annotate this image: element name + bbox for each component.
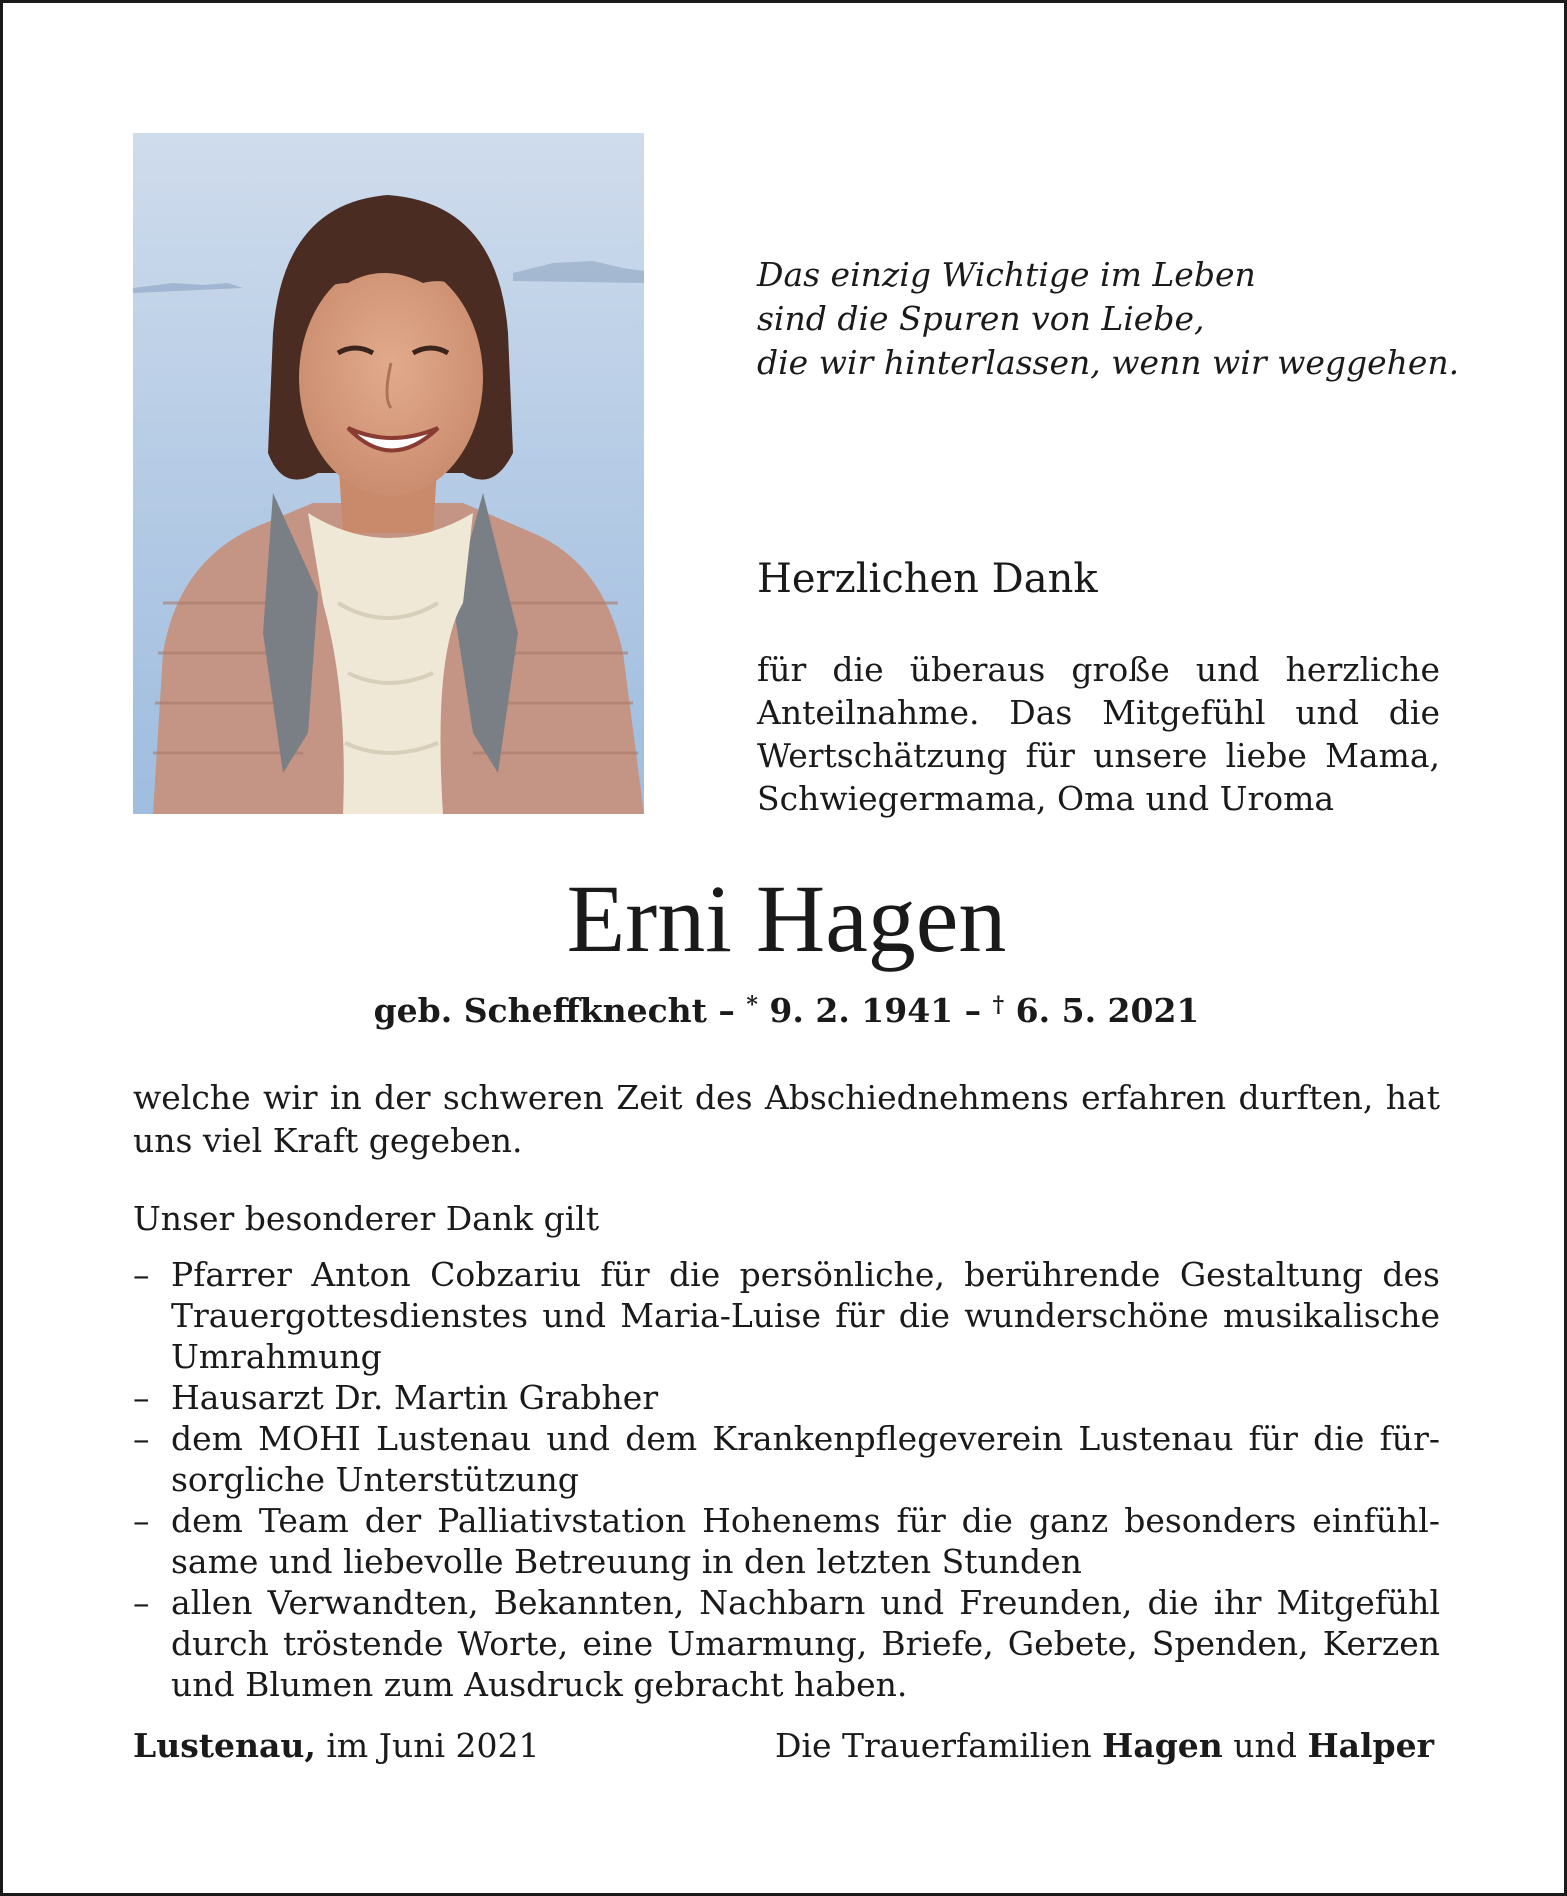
body-paragraph: welche wir in der schweren Zeit des Abschiednehmens erfahren durften, hat uns viel Kraft gegeben. <box>133 1078 1440 1160</box>
birth-symbol: * <box>746 992 758 1018</box>
deceased-name: Erni Hagen <box>566 865 1007 972</box>
death-symbol: † <box>992 992 1005 1018</box>
list-item <box>133 1377 1440 1418</box>
list-item <box>133 1418 1440 1500</box>
list-item-text: Pfarrer Anton Cobzariu für die persönliche, berührende Gestaltung des Trauergottesdienstes und Maria-Luise für die wunderschöne musikalische Umrahmung <box>171 1255 1440 1376</box>
family-name: Halper <box>1307 1726 1434 1765</box>
dash: – <box>133 1255 150 1294</box>
quote-line: Das einzig Wichtige im Leben <box>757 255 1256 294</box>
separator: – <box>964 991 982 1030</box>
thanks-paragraph: für die überaus große und herzliche Anteilnahme. Das Mitgefühl und die Wertschätzung für unsere liebe Mama, Schwiegermama, Oma und Uroma <box>757 650 1440 818</box>
dash: – <box>133 1378 150 1417</box>
birth-name: geb. Scheffknecht <box>373 991 707 1030</box>
list-item-text: Hausarzt Dr. Martin Grabher <box>171 1378 659 1417</box>
list-item <box>133 1582 1440 1705</box>
thanks-heading: Herzlichen Dank <box>757 556 1098 602</box>
conjunction: und <box>1233 1726 1297 1765</box>
list-item-text: dem Team der Palliativstation Hohenems für die ganz besonders einfühlsame und liebevolle Betreuung in den letzten Stunden <box>171 1501 1440 1581</box>
quote-line: sind die Spuren von Liebe, <box>757 299 1205 338</box>
dash: – <box>133 1583 150 1622</box>
place: Lustenau, <box>133 1726 316 1765</box>
list-item <box>133 1254 1440 1377</box>
special-thanks-intro: Unser besonderer Dank gilt <box>133 1199 600 1238</box>
dash: – <box>133 1419 150 1458</box>
portrait-photo <box>133 133 644 814</box>
dash: – <box>133 1501 150 1540</box>
life-dates <box>3 991 1567 1030</box>
quote-line: die wir hinterlassen, wenn wir weggehen. <box>757 343 1460 382</box>
list-item-text: allen Verwandten, Bekannten, Nachbarn und Freunden, die ihr Mitgefühl durch tröstende Worte, eine Umarmung, Briefe, Gebete, Spenden, Kerzen und Blumen zum Ausdruck gebracht haben. <box>171 1583 1440 1704</box>
death-date: 6. 5. 2021 <box>1015 991 1200 1030</box>
place-date <box>133 1726 539 1765</box>
date: im Juni 2021 <box>326 1726 540 1765</box>
memorial-quote <box>757 253 1460 385</box>
families-signature <box>775 1726 1434 1765</box>
special-thanks-list <box>133 1254 1440 1705</box>
list-item-text: dem MOHI Lustenau und dem Krankenpflegeverein Lustenau für die fürsorgliche Unterstützung <box>171 1419 1440 1499</box>
separator: – <box>718 991 735 1030</box>
birth-date: 9. 2. 1941 <box>769 991 954 1030</box>
list-item <box>133 1500 1440 1582</box>
family-name: Hagen <box>1102 1726 1223 1765</box>
families-prefix: Die Trauerfamilien <box>774 1726 1092 1765</box>
